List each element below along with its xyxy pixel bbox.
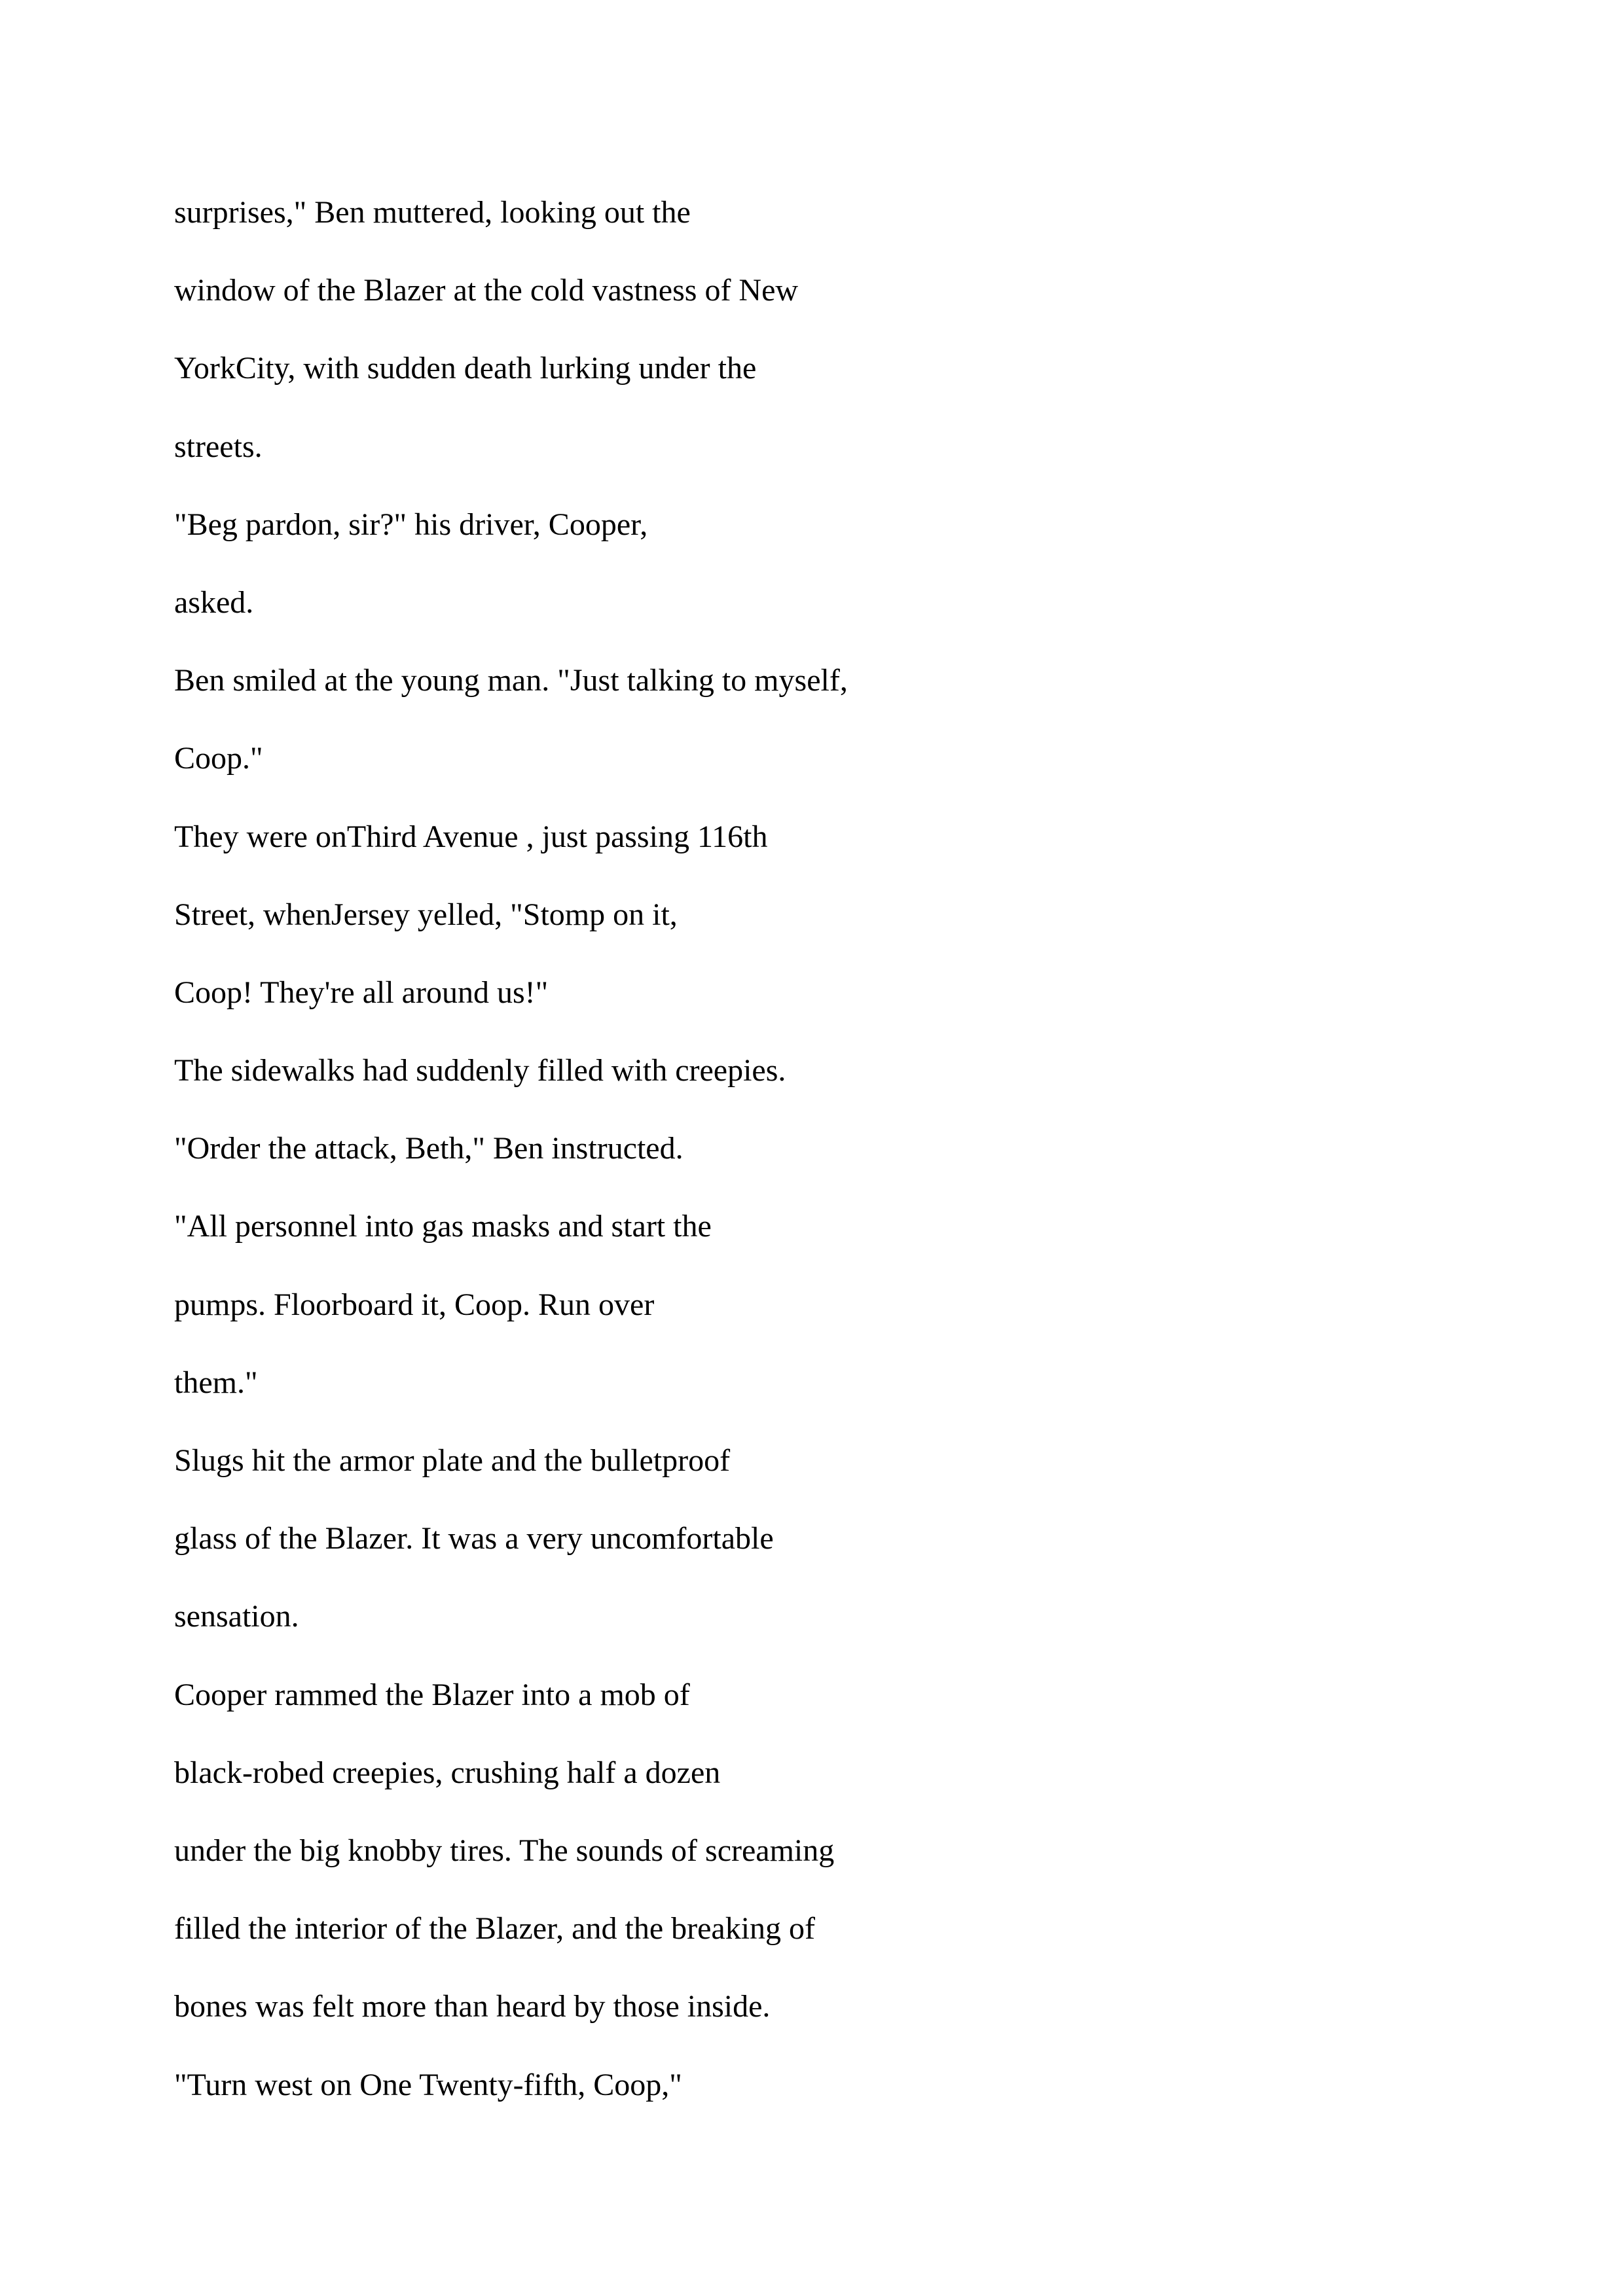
text-line: "Order the attack, Beth," Ben instructed. — [174, 1131, 684, 1166]
text-line: Cooper rammed the Blazer into a mob of — [174, 1677, 690, 1712]
text-line: Ben smiled at the young man. "Just talking to myself, — [174, 663, 848, 698]
text-line: them." — [174, 1365, 258, 1400]
text-line: filled the interior of the Blazer, and the breaking of — [174, 1911, 816, 1946]
text-line: surprises," Ben muttered, looking out the — [174, 195, 691, 230]
text-line: Coop! They're all around us!" — [174, 975, 549, 1010]
text-line: under the big knobby tires. The sounds of screaming — [174, 1833, 835, 1868]
text-line: The sidewalks had suddenly filled with creepies. — [174, 1053, 786, 1088]
text-line: "Beg pardon, sir?" his driver, Cooper, — [174, 507, 648, 542]
text-line: glass of the Blazer. It was a very uncomfortable — [174, 1521, 774, 1556]
text-line: window of the Blazer at the cold vastness of New — [174, 273, 799, 308]
text-line: "All personnel into gas masks and start the — [174, 1209, 712, 1244]
text-line: sensation. — [174, 1599, 299, 1634]
text-line: Street, whenJersey yelled, "Stomp on it, — [174, 897, 678, 932]
body-text — [174, 183, 1484, 2134]
text-line: Coop." — [174, 741, 263, 776]
text-line: streets. — [174, 429, 263, 464]
text-line: YorkCity, with sudden death lurking under the — [174, 351, 757, 386]
text-line: They were onThird Avenue , just passing 116th — [174, 819, 768, 854]
text-line: "Turn west on One Twenty-fifth, Coop," — [174, 2067, 682, 2102]
text-line: pumps. Floorboard it, Coop. Run over — [174, 1287, 655, 1322]
text-line: black-robed creepies, crushing half a dozen — [174, 1755, 721, 1790]
text-line: Slugs hit the armor plate and the bulletproof — [174, 1443, 731, 1478]
text-line: bones was felt more than heard by those inside. — [174, 1989, 771, 2024]
text-line: asked. — [174, 584, 254, 620]
